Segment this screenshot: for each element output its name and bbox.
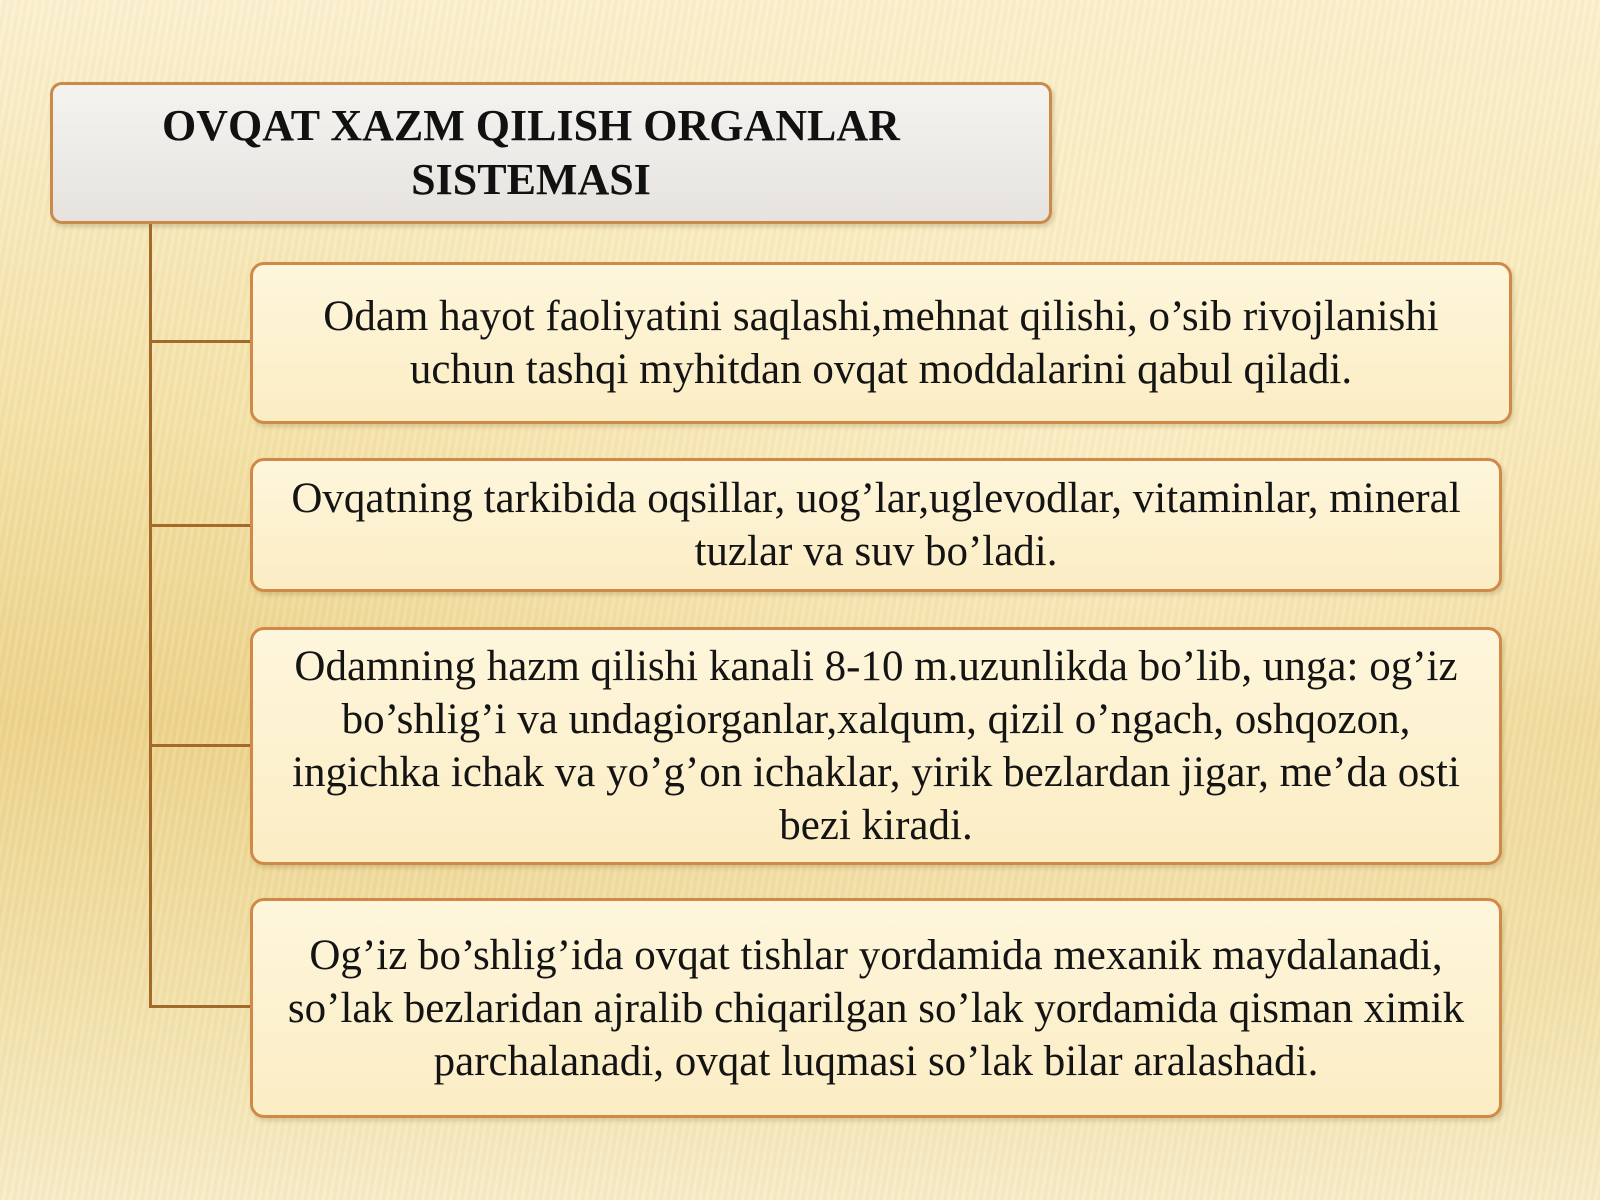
node-text-2: Ovqatning tarkibida oqsillar, uog’lar,uglevodlar, vitaminlar, mineral tuzlar va suv bo’ladi. [291, 475, 1461, 575]
diagram-node-3 [250, 627, 1502, 865]
connector-branch-3 [149, 744, 250, 747]
connector-branch-2 [149, 524, 250, 527]
connector-branch-1 [149, 340, 250, 343]
node-text-1: Odam hayot faoliyatini saqlashi,mehnat qilishi, o’sib rivojlanishi uchun tashqi myhitdan ovqat moddalarini qabul qiladi. [323, 293, 1439, 393]
node-text-3: Odamning hazm qilishi kanali 8-10 m.uzunlikda bo’lib, unga: og’iz bo’shlig’i va undagiorganlar,xalqum, qizil o’ngach, oshqozon, ingichka ichak va yo’g’on ichaklar, yirik bezlardan jigar, me’da osti bezi kiradi. [292, 643, 1460, 849]
node-text-4: Og’iz bo’shlig’ida ovqat tishlar yordamida mexanik maydalanadi, so’lak bezlaridan ajralib chiqarilgan so’lak yordamida qisman ximik parchalanadi, ovqat luqmasi so’lak bilar aralashadi. [287, 931, 1465, 1085]
diagram-node-2 [250, 458, 1502, 592]
diagram-node-4 [250, 898, 1502, 1118]
diagram-title: OVQAT XAZM QILISH ORGANLAR SISTEMASI [162, 101, 900, 204]
title-box [50, 82, 1052, 224]
diagram-node-1 [250, 262, 1512, 424]
connector-branch-4 [149, 1005, 250, 1008]
